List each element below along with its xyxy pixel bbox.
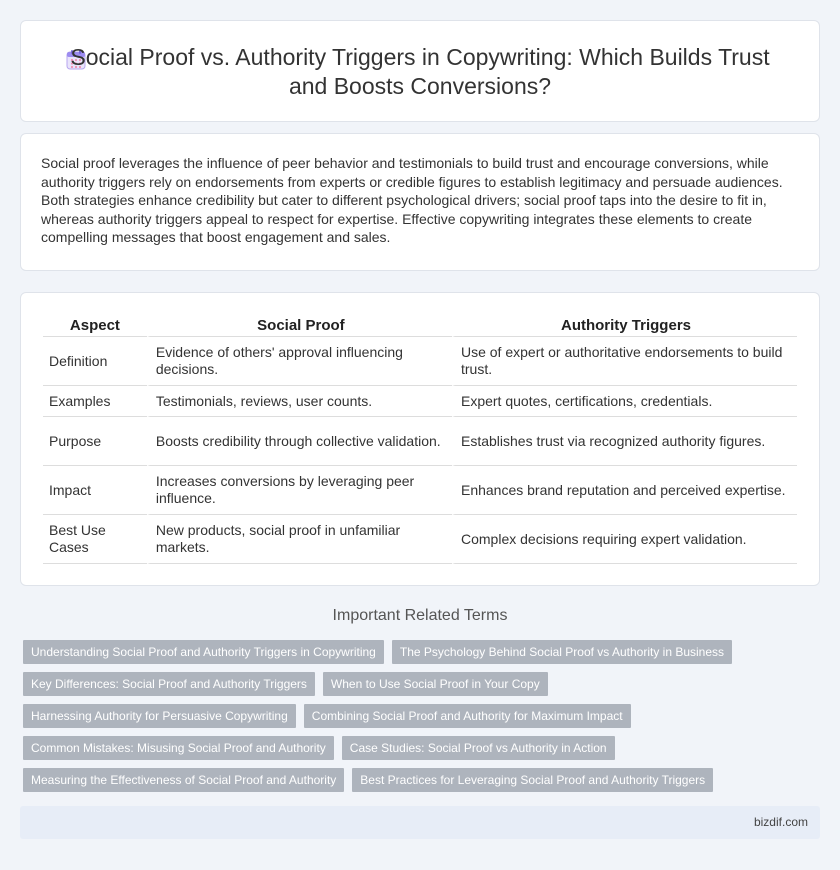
related-terms-list <box>23 640 823 800</box>
table-cell: Enhances brand reputation and perceived expertise. <box>452 466 797 515</box>
related-term-link[interactable]: Combining Social Proof and Authority for Maximum Impact <box>304 704 631 728</box>
table-row <box>43 515 797 564</box>
table-header-aspect: Aspect <box>43 311 147 337</box>
table-cell: Purpose <box>43 417 147 466</box>
related-term-link[interactable]: Key Differences: Social Proof and Authority Triggers <box>23 672 315 696</box>
table-cell: Boosts credibility through collective validation. <box>147 417 452 466</box>
table-cell: Use of expert or authoritative endorsements to build trust. <box>452 337 797 386</box>
table-cell: Evidence of others' approval influencing decisions. <box>147 337 452 386</box>
intro-card <box>20 133 820 271</box>
table-cell: Testimonials, reviews, user counts. <box>147 386 452 417</box>
table-row <box>43 466 797 515</box>
related-term-link[interactable]: Common Mistakes: Misusing Social Proof and Authority <box>23 736 334 760</box>
related-term-link[interactable]: Case Studies: Social Proof vs Authority in Action <box>342 736 615 760</box>
table-row <box>43 337 797 386</box>
table-cell: Establishes trust via recognized authority figures. <box>452 417 797 466</box>
table-cell: Best Use Cases <box>43 515 147 564</box>
table-cell: Definition <box>43 337 147 386</box>
comparison-table <box>43 311 797 564</box>
table-cell: Impact <box>43 466 147 515</box>
table-cell: Complex decisions requiring expert validation. <box>452 515 797 564</box>
table-row <box>43 417 797 466</box>
table-row <box>43 386 797 417</box>
footer-site-link[interactable]: bizdif.com <box>753 815 808 829</box>
table-header-authority-triggers: Authority Triggers <box>452 311 797 337</box>
table-cell: Increases conversions by leveraging peer influence. <box>147 466 452 515</box>
table-cell: Expert quotes, certifications, credentials. <box>452 386 797 417</box>
intro-paragraph: Social proof leverages the influence of peer behavior and testimonials to build trust and encourage conversions, while authority triggers rely on endorsements from experts or credible figures to establish legitimacy and persuade audiences. Both strategies enhance credibility but cater to different psychological drivers; social proof taps into the desire to fit in, whereas authority triggers appeal to respect for expertise. Effective copywriting integrates these elements to create compelling messages that boost engagement and sales. <box>41 155 783 245</box>
table-header-social-proof: Social Proof <box>147 311 452 337</box>
footer <box>20 806 820 839</box>
related-term-link[interactable]: Understanding Social Proof and Authority Triggers in Copywriting <box>23 640 384 664</box>
header-card <box>20 20 820 122</box>
table-cell: New products, social proof in unfamiliar markets. <box>147 515 452 564</box>
table-cell: Examples <box>43 386 147 417</box>
page-title: Social Proof vs. Authority Triggers in Copywriting: Which Builds Trust and Boosts Conversions? <box>70 44 770 99</box>
related-terms-title: Important Related Terms <box>332 607 508 624</box>
related-term-link[interactable]: The Psychology Behind Social Proof vs Authority in Business <box>392 640 732 664</box>
related-term-link[interactable]: Measuring the Effectiveness of Social Proof and Authority <box>23 768 344 792</box>
related-term-link[interactable]: When to Use Social Proof in Your Copy <box>323 672 548 696</box>
related-term-link[interactable]: Harnessing Authority for Persuasive Copywriting <box>23 704 296 728</box>
related-term-link[interactable]: Best Practices for Leveraging Social Proof and Authority Triggers <box>352 768 713 792</box>
comparison-table-card <box>20 292 820 586</box>
